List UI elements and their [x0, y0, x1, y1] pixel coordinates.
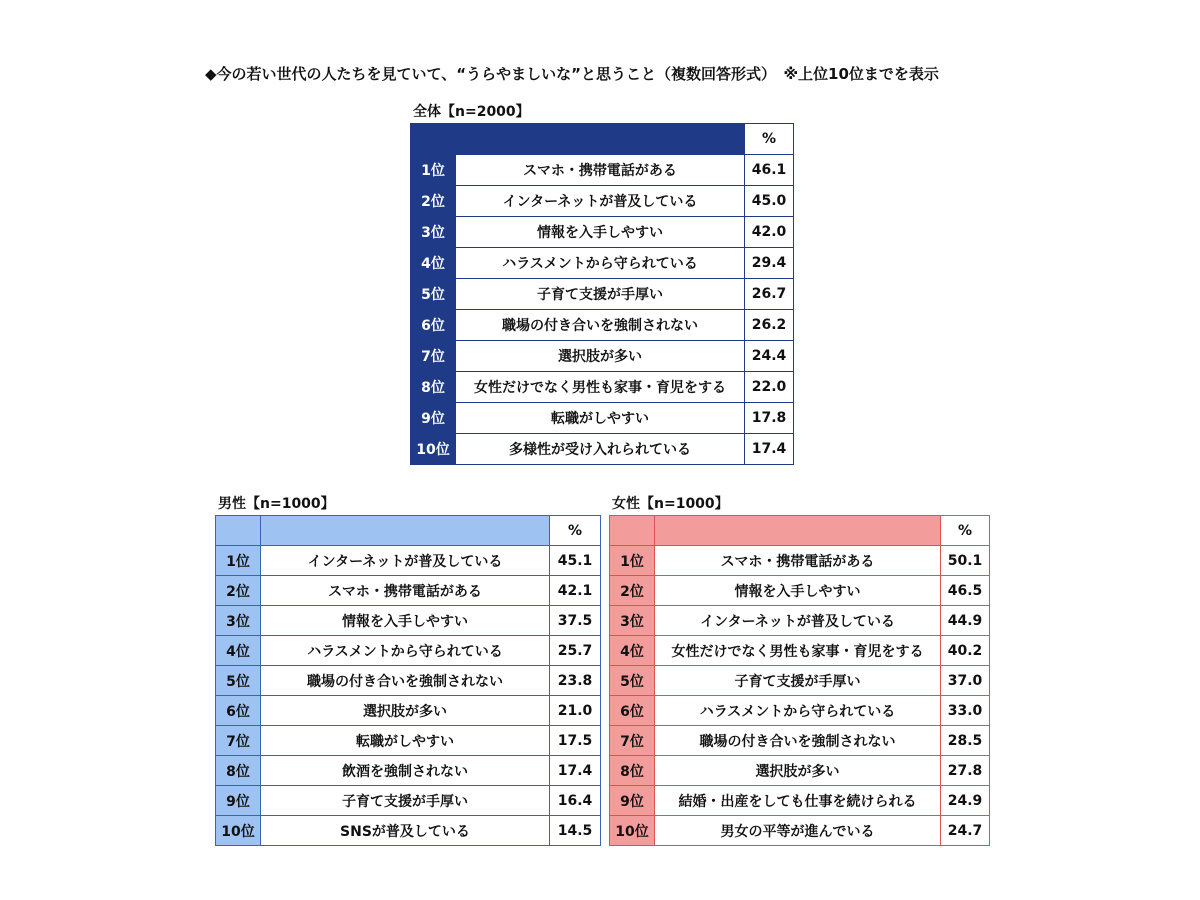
- item-label: 結婚・出産をしても仕事を続けられる: [655, 786, 941, 816]
- table-row: [610, 816, 990, 846]
- value-label: 26.2: [745, 310, 794, 341]
- table-row: [610, 696, 990, 726]
- rank-label: 8位: [216, 756, 261, 786]
- rank-label: 9位: [610, 786, 655, 816]
- header-item-cell: [261, 516, 550, 546]
- rank-label: 2位: [216, 576, 261, 606]
- item-label: 飲酒を強制されない: [261, 756, 550, 786]
- item-label: スマホ・携帯電話がある: [456, 155, 745, 186]
- item-label: 職場の付き合いを強制されない: [655, 726, 941, 756]
- table-row: [610, 786, 990, 816]
- item-label: 情報を入手しやすい: [655, 576, 941, 606]
- table-row: [216, 636, 601, 666]
- rank-label: 5位: [610, 666, 655, 696]
- table-row: [411, 155, 794, 186]
- value-label: 17.4: [745, 434, 794, 465]
- value-label: 33.0: [941, 696, 990, 726]
- rank-label: 10位: [216, 816, 261, 846]
- rank-label: 1位: [411, 155, 456, 186]
- table-row: [411, 310, 794, 341]
- table-row: [610, 636, 990, 666]
- item-label: ハラスメントから守られている: [655, 696, 941, 726]
- value-label: 17.8: [745, 403, 794, 434]
- item-label: スマホ・携帯電話がある: [655, 546, 941, 576]
- caption-male: 男性【n=1000】: [218, 496, 335, 512]
- value-label: 17.4: [550, 756, 601, 786]
- item-label: 転職がしやすい: [456, 403, 745, 434]
- item-label: SNSが普及している: [261, 816, 550, 846]
- rank-label: 10位: [411, 434, 456, 465]
- value-label: 22.0: [745, 372, 794, 403]
- item-label: インターネットが普及している: [261, 546, 550, 576]
- item-label: 転職がしやすい: [261, 726, 550, 756]
- header-rank-cell: [411, 124, 456, 155]
- value-label: 14.5: [550, 816, 601, 846]
- value-label: 16.4: [550, 786, 601, 816]
- table-row: [411, 248, 794, 279]
- value-label: 17.5: [550, 726, 601, 756]
- table-row: [411, 403, 794, 434]
- table-row: [216, 696, 601, 726]
- table-row: [610, 666, 990, 696]
- value-label: 42.0: [745, 217, 794, 248]
- item-label: インターネットが普及している: [456, 186, 745, 217]
- rank-label: 4位: [411, 248, 456, 279]
- table-row: [216, 816, 601, 846]
- table-row: [216, 606, 601, 636]
- rank-label: 6位: [610, 696, 655, 726]
- rank-label: 2位: [411, 186, 456, 217]
- item-label: 多様性が受け入れられている: [456, 434, 745, 465]
- rank-label: 3位: [216, 606, 261, 636]
- rank-label: 5位: [411, 279, 456, 310]
- percent-header: %: [550, 516, 601, 546]
- rank-label: 6位: [411, 310, 456, 341]
- item-label: 女性だけでなく男性も家事・育児をする: [456, 372, 745, 403]
- item-label: 情報を入手しやすい: [456, 217, 745, 248]
- table-row: [216, 666, 601, 696]
- item-label: 子育て支援が手厚い: [261, 786, 550, 816]
- rank-label: 2位: [610, 576, 655, 606]
- item-label: 子育て支援が手厚い: [655, 666, 941, 696]
- header-item-cell: [456, 124, 745, 155]
- table-row: [411, 217, 794, 248]
- table-row: [216, 546, 601, 576]
- table-overall: [410, 123, 794, 465]
- item-label: 男女の平等が進んでいる: [655, 816, 941, 846]
- item-label: ハラスメントから守られている: [456, 248, 745, 279]
- rank-label: 7位: [411, 341, 456, 372]
- rank-label: 9位: [216, 786, 261, 816]
- value-label: 25.7: [550, 636, 601, 666]
- value-label: 45.0: [745, 186, 794, 217]
- rank-label: 8位: [411, 372, 456, 403]
- chart-title: ◆今の若い世代の人たちを見ていて、“うらやましいな”と思うこと（複数回答形式） ※上位10位までを表示: [205, 65, 939, 83]
- header-rank-cell: [610, 516, 655, 546]
- item-label: 職場の付き合いを強制されない: [261, 666, 550, 696]
- table-row: [411, 279, 794, 310]
- table-row: [411, 341, 794, 372]
- rank-label: 6位: [216, 696, 261, 726]
- value-label: 44.9: [941, 606, 990, 636]
- value-label: 27.8: [941, 756, 990, 786]
- table-row: [216, 576, 601, 606]
- rank-label: 10位: [610, 816, 655, 846]
- table-row: [216, 786, 601, 816]
- header-item-cell: [655, 516, 941, 546]
- value-label: 24.9: [941, 786, 990, 816]
- table-row: [216, 756, 601, 786]
- rank-label: 8位: [610, 756, 655, 786]
- item-label: 職場の付き合いを強制されない: [456, 310, 745, 341]
- item-label: インターネットが普及している: [655, 606, 941, 636]
- header-row: [216, 516, 601, 546]
- rank-label: 7位: [610, 726, 655, 756]
- table-row: [610, 756, 990, 786]
- table-row: [610, 726, 990, 756]
- header-rank-cell: [216, 516, 261, 546]
- value-label: 46.5: [941, 576, 990, 606]
- value-label: 28.5: [941, 726, 990, 756]
- caption-female: 女性【n=1000】: [612, 496, 729, 512]
- value-label: 23.8: [550, 666, 601, 696]
- rank-label: 1位: [216, 546, 261, 576]
- rank-label: 5位: [216, 666, 261, 696]
- value-label: 42.1: [550, 576, 601, 606]
- value-label: 24.4: [745, 341, 794, 372]
- percent-header: %: [941, 516, 990, 546]
- item-label: 選択肢が多い: [456, 341, 745, 372]
- table-row: [610, 576, 990, 606]
- value-label: 50.1: [941, 546, 990, 576]
- item-label: 情報を入手しやすい: [261, 606, 550, 636]
- table-male: [215, 515, 601, 846]
- item-label: ハラスメントから守られている: [261, 636, 550, 666]
- item-label: スマホ・携帯電話がある: [261, 576, 550, 606]
- table-row: [610, 546, 990, 576]
- rank-label: 3位: [610, 606, 655, 636]
- rank-label: 4位: [610, 636, 655, 666]
- value-label: 37.0: [941, 666, 990, 696]
- table-female: [609, 515, 990, 846]
- value-label: 29.4: [745, 248, 794, 279]
- value-label: 40.2: [941, 636, 990, 666]
- header-row: [610, 516, 990, 546]
- table-row: [610, 606, 990, 636]
- table-row: [411, 372, 794, 403]
- rank-label: 7位: [216, 726, 261, 756]
- value-label: 26.7: [745, 279, 794, 310]
- table-row: [411, 434, 794, 465]
- table-row: [411, 186, 794, 217]
- rank-label: 3位: [411, 217, 456, 248]
- value-label: 46.1: [745, 155, 794, 186]
- item-label: 選択肢が多い: [261, 696, 550, 726]
- caption-overall: 全体【n=2000】: [413, 104, 530, 120]
- table-row: [216, 726, 601, 756]
- item-label: 女性だけでなく男性も家事・育児をする: [655, 636, 941, 666]
- rank-label: 1位: [610, 546, 655, 576]
- rank-label: 9位: [411, 403, 456, 434]
- value-label: 37.5: [550, 606, 601, 636]
- percent-header: %: [745, 124, 794, 155]
- value-label: 45.1: [550, 546, 601, 576]
- value-label: 24.7: [941, 816, 990, 846]
- value-label: 21.0: [550, 696, 601, 726]
- header-row: [411, 124, 794, 155]
- item-label: 選択肢が多い: [655, 756, 941, 786]
- rank-label: 4位: [216, 636, 261, 666]
- item-label: 子育て支援が手厚い: [456, 279, 745, 310]
